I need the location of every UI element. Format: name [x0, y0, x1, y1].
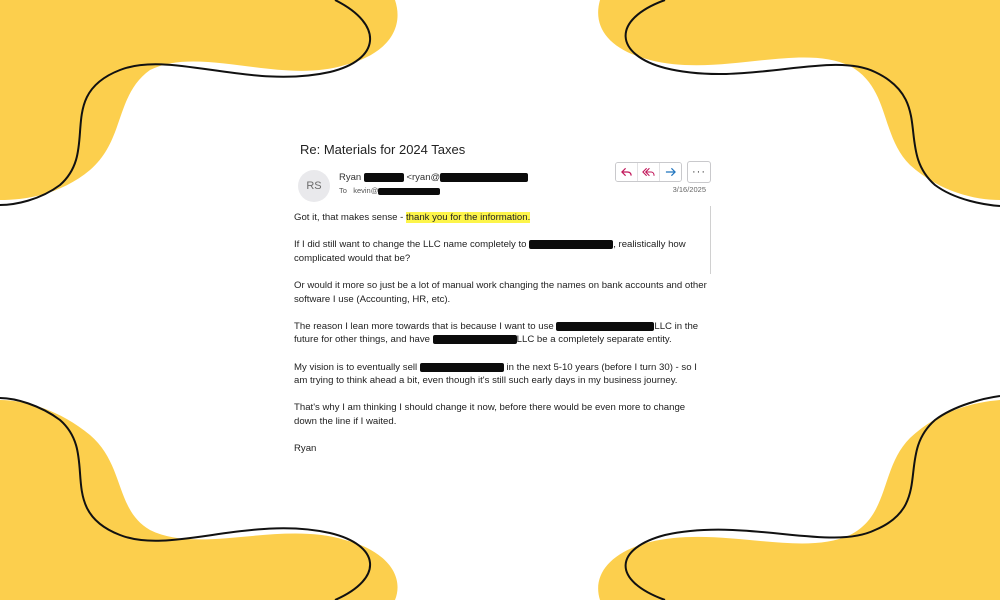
body-paragraph-2: [294, 238, 710, 265]
body-p1-text: Got it, that makes sense -: [294, 212, 406, 223]
reply-button[interactable]: [616, 163, 637, 181]
sender-line[interactable]: [339, 172, 528, 183]
avatar-initials: RS: [306, 180, 322, 192]
body-paragraph-1: [294, 211, 710, 225]
to-label: To: [339, 186, 347, 195]
body-p5-text-b: in the next 5-10 years (before I turn 30) - so I am trying to think ahead a bit, even though it's still such early days in my business journey.: [294, 361, 697, 387]
reply-icon: [621, 167, 632, 177]
body-paragraph-4: [294, 320, 710, 347]
reply-actions-group: [615, 162, 682, 182]
sender-email-prefix: <ryan@: [406, 172, 441, 183]
message-actions: [615, 161, 711, 183]
sender-name: Ryan: [339, 172, 362, 183]
reading-pane-scrollbar[interactable]: [710, 206, 711, 274]
body-p4-text-b: LLC in the future for other things, and have: [294, 320, 699, 346]
email-date: 3/16/2025: [672, 185, 706, 194]
reply-all-button[interactable]: [637, 163, 659, 181]
body-p2-text-b: , realistically how complicated would that be?: [294, 239, 686, 264]
body-paragraph-5: [294, 361, 710, 388]
body-p4-text-c: LLC be a completely separate entity.: [516, 334, 672, 346]
recipient-prefix: kevin@: [353, 186, 379, 195]
forward-button[interactable]: [659, 163, 681, 181]
body-p5-text-a: My vision is to eventually sell: [294, 361, 420, 373]
redacted-sender-email: [440, 173, 528, 182]
redacted-recipient-email: [378, 188, 440, 195]
redacted-business-name: [420, 363, 504, 372]
recipient-line[interactable]: [339, 186, 440, 195]
body-paragraph-3: Or would it more so just be a lot of manual work changing the names on bank accounts and other software I use (Accounting, HR, etc).: [294, 279, 707, 305]
redacted-sender-surname: [364, 173, 404, 182]
reply-all-icon: [642, 167, 655, 177]
redacted-llc-name-1: [556, 322, 654, 331]
avatar[interactable]: [298, 170, 330, 202]
email-body: [294, 211, 710, 469]
email-signature: Ryan: [294, 443, 317, 455]
email-subject: Re: Materials for 2024 Taxes: [300, 142, 466, 157]
highlighted-text: thank you for the information.: [405, 212, 531, 223]
redacted-new-name: [529, 240, 613, 249]
more-options-button[interactable]: [687, 161, 711, 183]
more-icon: ···: [692, 166, 706, 178]
email-message: [282, 130, 712, 470]
body-paragraph-6: That's why I am thinking I should change it now, before there would be even more to change down the line if I waited.: [294, 402, 686, 427]
redacted-llc-name-2: [433, 335, 517, 344]
body-p4-text-a: The reason I lean more towards that is because I want to use: [294, 320, 557, 332]
body-p2-text-a: If I did still want to change the LLC name completely to: [294, 239, 530, 251]
forward-icon: [665, 167, 676, 177]
